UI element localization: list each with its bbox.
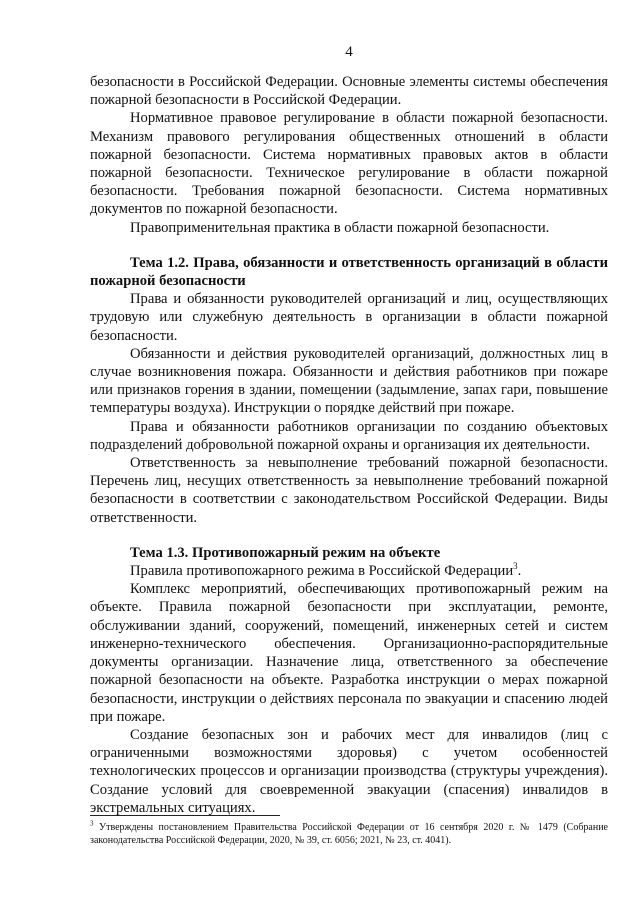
page-number: 4 (345, 44, 353, 60)
paragraph-system-elements: безопасности в Российской Федерации. Основные элементы системы обеспечения пожарной безопасности в Российской Федерации. (90, 74, 608, 109)
section-title-1-3: Тема 1.3. Противопожарный режим на объекте (130, 544, 441, 561)
paragraph-safe-zones-disabled: Создание безопасных зон и рабочих мест для инвалидов (лиц с ограниченными возможностями здоровья) с учетом особенностей технологических процессов и организации производства (структуры учреждения). Создание условий для своевременной эвакуации (спасения) инвалидов в экстремальных ситуациях. (90, 726, 608, 816)
footnote-divider (90, 815, 280, 816)
paragraph-responsibility: Ответственность за невыполнение требований пожарной безопасности. Перечень лиц, несущих ответственность за невыполнение требований пожарной безопасности в соответствии с законодательством Российской Федерации. Виды ответственности. (90, 455, 608, 526)
paragraph-rights-duties: Права и обязанности руководителей организаций и лиц, осуществляющих трудовую или служебную деятельность в организации в области пожарной безопасности. (90, 291, 608, 344)
footnote (90, 821, 608, 847)
paragraph-fire-regime-rules (90, 562, 608, 580)
section-title-1-2: Тема 1.2. Права, обязанности и ответственность организаций в области пожарной безопасности (90, 254, 608, 290)
footnote-reference[interactable]: 3 (513, 561, 518, 572)
paragraph-law-enforcement-practice: Правоприменительная практика в области пожарной безопасности. (130, 219, 550, 236)
fire-regime-rules-end: . (517, 563, 522, 580)
paragraph-volunteer-units: Права и обязанности работников организации по созданию объектовых подразделений добровольной пожарной охраны и организация их деятельности. (90, 418, 608, 453)
fire-regime-rules-text: Правила противопожарного режима в Российской Федерации (130, 563, 514, 580)
paragraph-actions-in-fire: Обязанности и действия руководителей организаций, должностных лиц в случае возникновения пожара. Обязанности и действия работников при пожаре или признаков горения в здании, помещении (задымление, запах гари, повышение температуры воздуха). Инструкции о порядке действий при пожаре. (90, 345, 608, 417)
footnote-text: Утверждены постановлением Правительства Российской Федерации от 16 сентября 2020 г. № 1479 (Собрание законодательства Российской Федерации, 2020, № 39, ст. 6056; 2021, № 23, ст. 4041). (90, 822, 608, 846)
paragraph-legal-regulation: Нормативное правовое регулирование в области пожарной безопасности. Механизм правового регулирования общественных отношений в области пожарной безопасности. Система нормативных правовых актов в области пожарной безопасности. Техническое регулирование в области пожарной безопасности. Требования пожарной безопасности. Система нормативных документов по пожарной безопасности. (90, 110, 608, 218)
footnote-marker: 3 (90, 819, 94, 828)
paragraph-measures-complex: Комплекс мероприятий, обеспечивающих противопожарный режим на объекте. Правила пожарной безопасности при эксплуатации, ремонте, обслуживании зданий, сооружений, помещений, инженерных сетей и систем инженерно-технического обеспечения. Организационно-распорядительные документы организации. Назначение лица, ответственного за обеспечение пожарной безопасности на объекте. Разработка инструкции о мерах пожарной безопасности, инструкции о действиях персонала по эвакуации и спасению людей при пожаре. (90, 581, 608, 725)
